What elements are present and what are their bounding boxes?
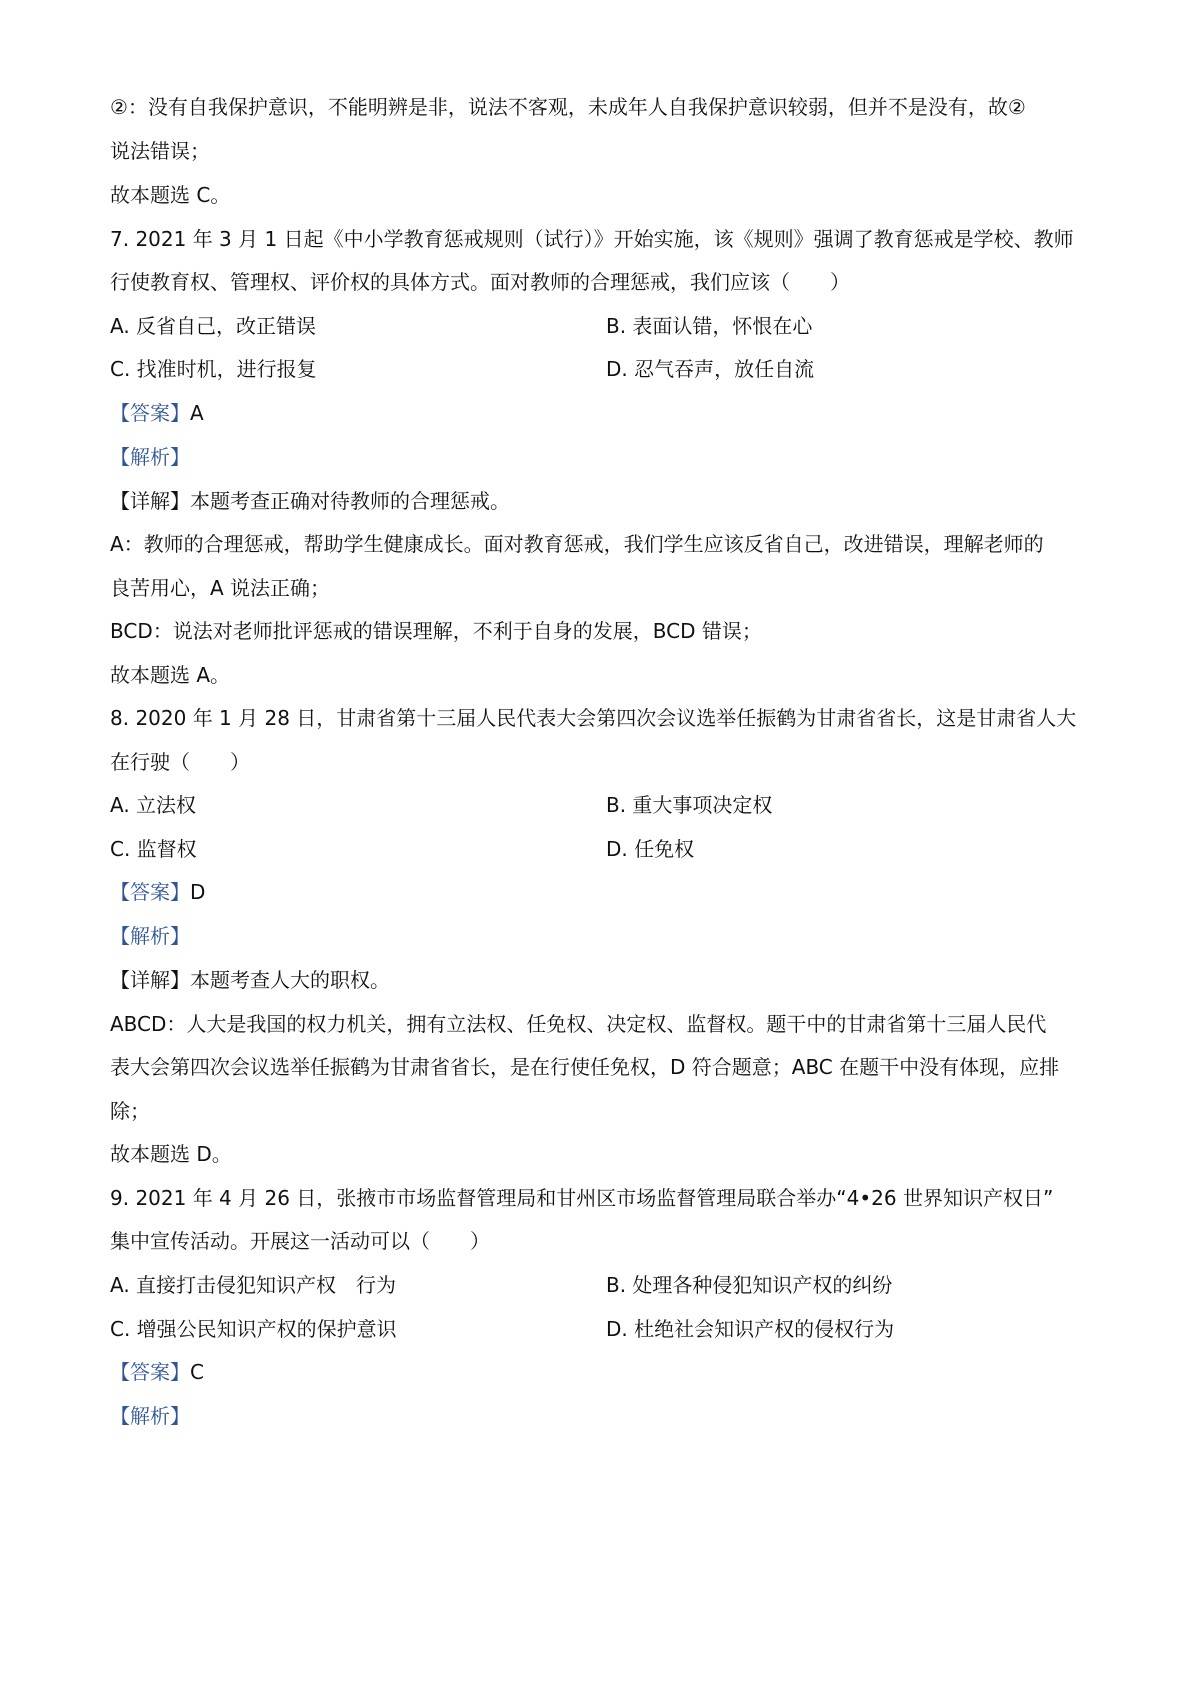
q7-stem-line-2: 行使教育权、管理权、评价权的具体方式。面对教师的合理惩戒，我们应该（ ） — [110, 270, 850, 294]
q9-answer — [110, 1358, 204, 1386]
q7-detail: 【详解】本题考查正确对待教师的合理惩戒。 — [110, 489, 510, 513]
q8-detail: 【详解】本题考查人大的职权。 — [110, 968, 390, 992]
answer-value: A — [190, 401, 204, 425]
q8-answer — [110, 878, 205, 906]
q7-option-c: C. 找准时机，进行报复 — [110, 357, 317, 381]
q7-explanation-2: 良苦用心，A 说法正确； — [110, 576, 331, 600]
q9-option-a: A. 直接打击侵犯知识产权 行为 — [110, 1273, 397, 1297]
q7-option-b: B. 表面认错，怀恨在心 — [606, 314, 813, 338]
answer-tag: 【答案】 — [110, 880, 190, 904]
q8-explanation-2: 表大会第四次会议选举任振鹤为甘肃省省长，是在行使任免权，D 符合题意；ABC 在题干中没有体现，应排 — [110, 1055, 1060, 1079]
q7-analysis-tag: 【解析】 — [110, 445, 190, 469]
q8-analysis-tag: 【解析】 — [110, 924, 190, 948]
q7-answer — [110, 399, 204, 427]
q8-option-c: C. 监督权 — [110, 837, 197, 861]
q8-explanation-3: 除； — [110, 1099, 150, 1123]
intro-line-3: 故本题选 C。 — [110, 183, 231, 207]
q8-option-b: B. 重大事项决定权 — [606, 793, 773, 817]
q8-conclusion: 故本题选 D。 — [110, 1142, 232, 1166]
q8-stem-line-2: 在行驶（ ） — [110, 750, 250, 774]
q7-explanation-1: A：教师的合理惩戒，帮助学生健康成长。面对教育惩戒，我们学生应该反省自己，改进错误，理解老师的 — [110, 532, 1044, 556]
q9-stem-line-1: 9. 2021 年 4 月 26 日，张掖市市场监督管理局和甘州区市场监督管理局联合举办“4•26 世界知识产权日” — [110, 1186, 1054, 1210]
q7-option-d: D. 忍气吞声，放任自流 — [606, 357, 815, 381]
q7-explanation-3: BCD：说法对老师批评惩戒的错误理解，不利于自身的发展，BCD 错误； — [110, 619, 762, 643]
intro-line-2: 说法错误； — [110, 139, 210, 163]
q9-option-b: B. 处理各种侵犯知识产权的纠纷 — [606, 1273, 893, 1297]
q8-option-a: A. 立法权 — [110, 793, 197, 817]
q9-analysis-tag: 【解析】 — [110, 1404, 190, 1428]
intro-line-1: ②：没有自我保护意识，不能明辨是非，说法不客观，未成年人自我保护意识较弱，但并不是没有，故② — [110, 95, 1026, 119]
q9-option-c: C. 增强公民知识产权的保护意识 — [110, 1317, 397, 1341]
q8-stem-line-1: 8. 2020 年 1 月 28 日，甘肃省第十三届人民代表大会第四次会议选举任振鹤为甘肃省省长，这是甘肃省人大 — [110, 706, 1077, 730]
answer-value: D — [190, 880, 206, 904]
q8-explanation-1: ABCD：人大是我国的权力机关，拥有立法权、任免权、决定权、监督权。题干中的甘肃省第十三届人民代 — [110, 1012, 1047, 1036]
answer-value: C — [190, 1360, 204, 1384]
q9-option-d: D. 杜绝社会知识产权的侵权行为 — [606, 1317, 895, 1341]
answer-tag: 【答案】 — [110, 401, 190, 425]
q7-conclusion: 故本题选 A。 — [110, 663, 231, 687]
answer-tag: 【答案】 — [110, 1360, 190, 1384]
q8-option-d: D. 任免权 — [606, 837, 695, 861]
q7-option-a: A. 反省自己，改正错误 — [110, 314, 317, 338]
q9-stem-line-2: 集中宣传活动。开展这一活动可以（ ） — [110, 1229, 490, 1253]
q7-stem-line-1: 7. 2021 年 3 月 1 日起《中小学教育惩戒规则（试行）》开始实施，该《规则》强调了教育惩戒是学校、教师 — [110, 227, 1074, 251]
